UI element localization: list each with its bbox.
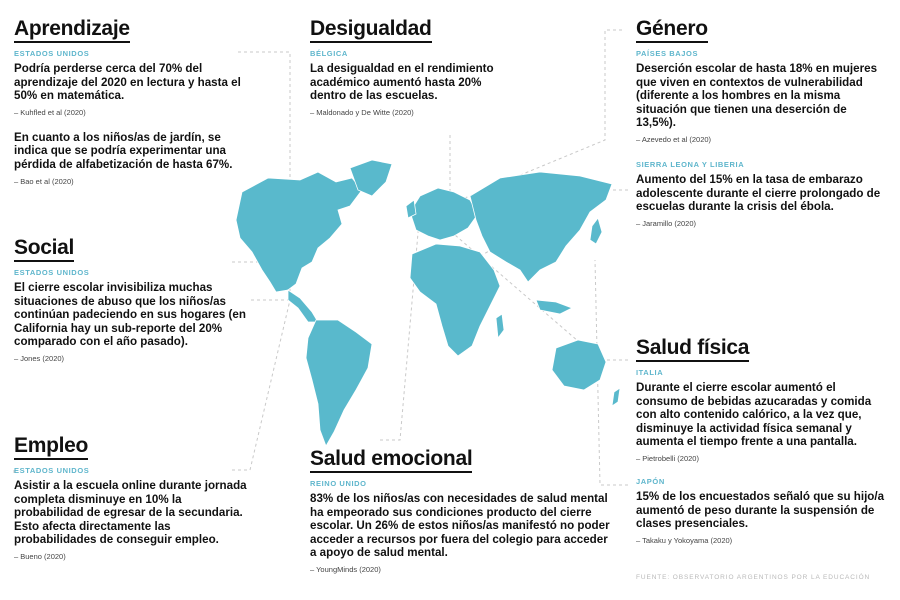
section-empleo bbox=[14, 435, 250, 561]
genero-source-2: – Jaramillo (2020) bbox=[636, 218, 697, 228]
salud-emocional-source: – YoungMinds (2020) bbox=[310, 564, 381, 574]
social-source: – Jones (2020) bbox=[14, 353, 65, 363]
genero-title: Género bbox=[636, 18, 708, 43]
empleo-country: ESTADOS UNIDOS bbox=[14, 466, 90, 475]
section-social bbox=[14, 237, 246, 363]
madagascar-shape bbox=[496, 314, 504, 338]
genero-country-2: SIERRA LEONA Y LIBERIA bbox=[636, 159, 745, 169]
genero-fact-2: Aumento del 15% en la tasa de embarazo adolescente durante el cierre prolongado de escuelas durante la crisis del ébola. bbox=[636, 172, 881, 214]
aprendizaje-source-2: – Bao et al (2020) bbox=[14, 176, 74, 186]
genero-fact: Deserción escolar de hasta 18% en mujeres que viven en contextos de vulnerabilidad (diferente a los hombres en la misma situación que tienen una deserción de 13,5%). bbox=[636, 62, 878, 130]
empleo-fact: Asistir a la escuela online durante jornada completa disminuye en 10% la probabilidad de egresar de la secundaria. Esto afecta directamente las probabilidades de conseguir empleo. bbox=[14, 479, 247, 547]
social-fact: El cierre escolar invisibiliza muchas situaciones de abuso que los niños/as continúan padeciendo en sus hogares (en California hay un sub-reporte del 20% comparado con el año pasado). bbox=[14, 281, 246, 349]
central-america-shape bbox=[288, 290, 318, 322]
genero-source: – Azevedo et al (2020) bbox=[636, 134, 712, 144]
salud-emocional-fact: 83% de los niños/as con necesidades de salud mental ha empeorado sus condiciones producto del cierre escolar. Un 26% de estos niños/as manifestó no poder acceder a recursos por fuera del colegio para acceder a apoyo de salud mental. bbox=[310, 492, 610, 560]
indonesia-shape bbox=[536, 300, 572, 314]
social-country: ESTADOS UNIDOS bbox=[14, 268, 90, 277]
genero-country: PAÍSES BAJOS bbox=[636, 49, 699, 58]
africa-shape bbox=[410, 244, 500, 356]
australia-shape bbox=[552, 340, 606, 390]
social-title: Social bbox=[14, 237, 74, 262]
desigualdad-title: Desigualdad bbox=[310, 18, 432, 43]
salud-emocional-title: Salud emocional bbox=[310, 448, 472, 473]
desigualdad-source: – Maldonado y De Witte (2020) bbox=[310, 107, 414, 117]
aprendizaje-source: – Kuhfled et al (2020) bbox=[14, 107, 86, 117]
new-zealand-shape bbox=[612, 388, 620, 406]
desigualdad-country: BÉLGICA bbox=[310, 49, 348, 58]
aprendizaje-country: ESTADOS UNIDOS bbox=[14, 49, 90, 58]
asia-shape bbox=[470, 172, 612, 282]
empleo-title: Empleo bbox=[14, 435, 88, 460]
salud-emocional-country: REINO UNIDO bbox=[310, 479, 367, 488]
section-salud-emocional bbox=[310, 448, 610, 574]
section-genero bbox=[636, 18, 886, 228]
desigualdad-fact: La desigualdad en el rendimiento académico aumentó hasta 20% dentro de las escuelas. bbox=[310, 62, 494, 103]
aprendizaje-fact-2: En cuanto a los niños/as de jardín, se indica que se podría experimentar una pérdida de alfabetización de hasta 67%. bbox=[14, 130, 233, 171]
salud-fisica-title: Salud física bbox=[636, 337, 749, 362]
south-america-shape bbox=[306, 320, 372, 446]
section-desigualdad bbox=[310, 18, 520, 117]
footer-source: FUENTE: OBSERVATORIO ARGENTINOS POR LA EDUCACIÓN bbox=[636, 574, 871, 581]
continents bbox=[236, 160, 620, 446]
empleo-source: – Bueno (2020) bbox=[14, 551, 66, 561]
aprendizaje-title: Aprendizaje bbox=[14, 18, 130, 43]
aprendizaje-fact: Podría perderse cerca del 70% del aprendizaje del 2020 en lectura y hasta el 50% en matemática. bbox=[14, 62, 241, 103]
salud-fisica-country-2: JAPÓN bbox=[636, 476, 665, 486]
salud-fisica-fact-2: 15% de los encuestados señaló que su hijo/a aumentó de peso durante la suspensión de clases presenciales. bbox=[636, 489, 885, 531]
japan-shape bbox=[590, 218, 602, 244]
connector-salud-emocional bbox=[380, 210, 420, 440]
section-aprendizaje bbox=[14, 18, 250, 186]
section-salud-fisica bbox=[636, 337, 888, 545]
salud-fisica-source: – Pietrobelli (2020) bbox=[636, 453, 699, 463]
north-america-shape bbox=[236, 172, 362, 292]
europe-shape bbox=[410, 188, 478, 240]
salud-fisica-fact: Durante el cierre escolar aumentó el consumo de bebidas azucaradas y comida con alto contenido calórico, a la vez que, disminuye la actividad física semanal y aumenta el tiempo frente a una pantalla. bbox=[636, 381, 872, 449]
salud-fisica-country: ITALIA bbox=[636, 368, 664, 377]
salud-fisica-source-2: – Takaku y Yokoyama (2020) bbox=[636, 535, 733, 545]
